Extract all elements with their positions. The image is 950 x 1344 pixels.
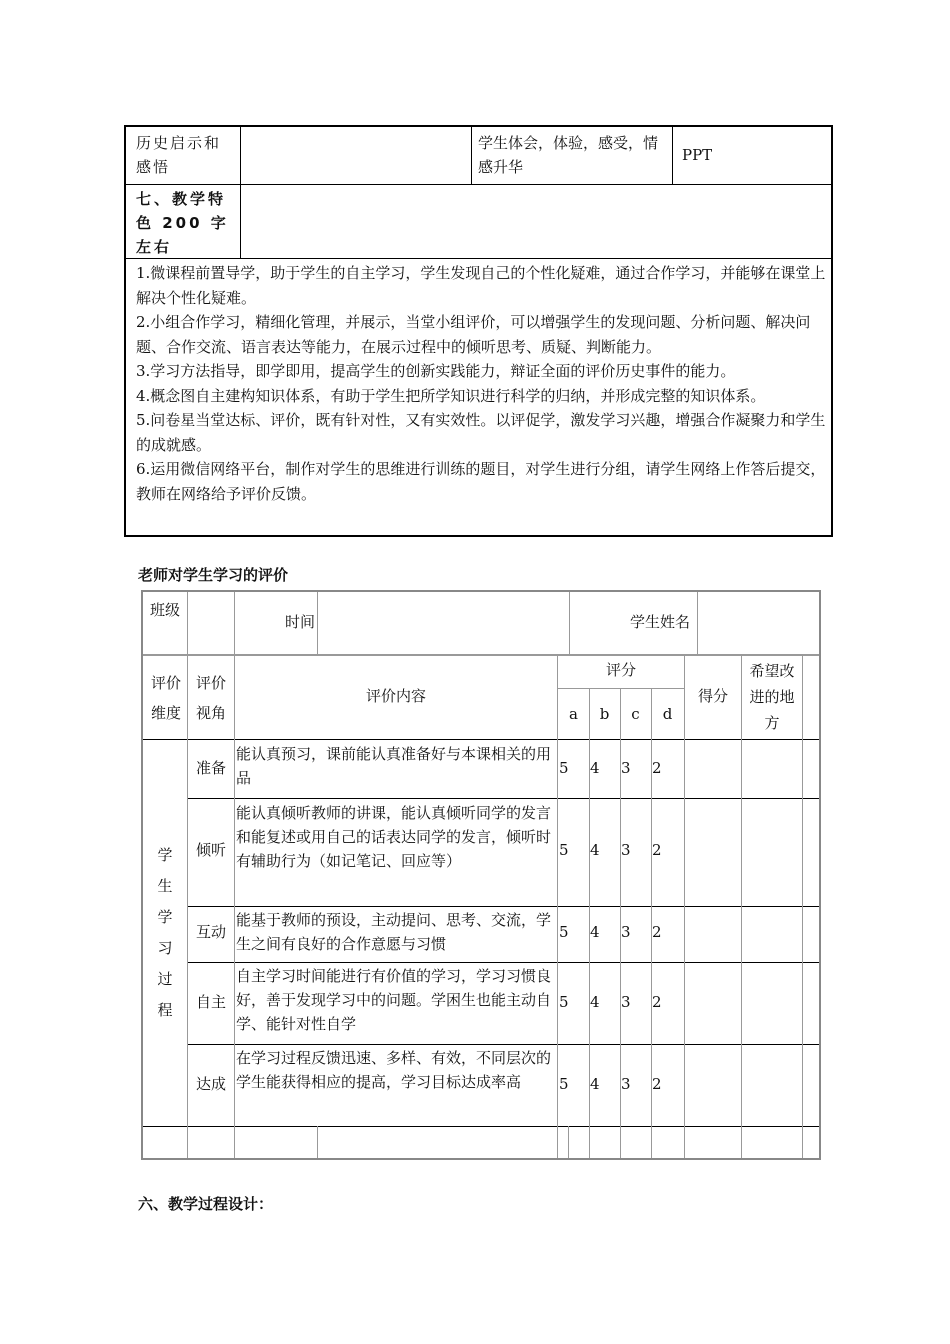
- student-experience-text: 学生体会，体验，感受，情感升华: [478, 134, 659, 176]
- teaching-process-title: 六、教学过程设计：: [138, 1195, 274, 1213]
- score-b: 4: [590, 1075, 600, 1093]
- dimension-value: 学生学习过程: [157, 846, 173, 1019]
- score-c: 3: [621, 759, 631, 777]
- score-col-c: c: [631, 705, 640, 723]
- features-list: [136, 261, 826, 506]
- score-c: 3: [621, 841, 631, 859]
- score-d: 2: [652, 1075, 662, 1093]
- score-d: 2: [652, 923, 662, 941]
- score-d: 2: [652, 993, 662, 1011]
- score-c: 3: [621, 1075, 631, 1093]
- evaluation-table: [141, 590, 821, 1160]
- score-header: 评分: [605, 661, 636, 679]
- col-divider: [802, 654, 803, 1158]
- feature-item: 5.问卷星当堂达标、评价，既有针对性，又有实效性。以评促学，激发学习兴趣，增强合作凝聚力和学生的成就感。: [136, 411, 826, 454]
- col-divider: [569, 592, 570, 656]
- score-col-a: a: [569, 705, 578, 723]
- feature-item: 1.微课程前置导学，助于学生的自主学习，学生发现自己的个性化疑难，通过合作学习，并能够在课堂上解决个性化疑难。: [136, 264, 826, 307]
- col-divider: [568, 1126, 569, 1158]
- time-label: 时间: [285, 613, 316, 631]
- row-divider: [187, 962, 819, 963]
- score-c: 3: [621, 923, 631, 941]
- score-a: 5: [559, 841, 569, 859]
- row-divider: [187, 906, 819, 907]
- col-divider: [234, 592, 235, 1158]
- history-insight-label: 历史启示和感悟: [136, 134, 222, 176]
- teaching-features-heading: 七、教学特色 200 字左右: [136, 190, 229, 256]
- col-divider: [471, 127, 472, 184]
- score-subheader-divider: [558, 688, 684, 689]
- score-c: 3: [621, 993, 631, 1011]
- class-label: 班级: [149, 601, 180, 619]
- dimension-header: 评价维度: [150, 674, 181, 722]
- row-divider: [143, 1126, 819, 1127]
- perspective-cell: 达成: [195, 1075, 226, 1093]
- ppt-label: PPT: [682, 146, 713, 164]
- feature-item: 4.概念图自主建构知识体系，有助于学生把所学知识进行科学的归纳，并形成完整的知识体系。: [136, 386, 766, 405]
- content-cell: 自主学习时间能进行有价值的学习，学习习惯良好，善于发现学习中的问题。学困生也能主动自学、能针对性自学: [236, 967, 552, 1033]
- col-divider: [672, 127, 673, 184]
- perspective-cell: 互动: [195, 923, 226, 941]
- score-a: 5: [559, 1075, 569, 1093]
- row-divider: [187, 1044, 819, 1045]
- col-divider: [741, 654, 742, 1158]
- perspective-header: 评价视角: [195, 674, 226, 722]
- feature-item: 2.小组合作学习，精细化管理，并展示，当堂小组评价，可以增强学生的发现问题、分析问题、解决问题、合作交流、语言表达等能力，在展示过程中的倾听思考、质疑、判断能力。: [136, 313, 811, 356]
- perspective-cell: 倾听: [195, 841, 226, 859]
- evaluation-title: 老师对学生学习的评价: [138, 566, 289, 584]
- feature-item: 3.学习方法指导，即学即用，提高学生的创新实践能力，辩证全面的评价历史事件的能力。: [136, 362, 736, 380]
- score-a: 5: [559, 759, 569, 777]
- row-divider: [143, 654, 819, 656]
- score-col-d: d: [662, 705, 673, 723]
- score-a: 5: [559, 923, 569, 941]
- score-b: 4: [590, 993, 600, 1011]
- score-col-b: b: [599, 705, 610, 723]
- score-a: 5: [559, 993, 569, 1011]
- score-b: 4: [590, 923, 600, 941]
- content-cell: 在学习过程反馈迅速、多样、有效，不同层次的学生能获得相应的提高，学习目标达成率高: [236, 1049, 552, 1091]
- teaching-features-table: [124, 125, 833, 537]
- score-b: 4: [590, 841, 600, 859]
- content-cell: 能基于教师的预设，主动提问、思考、交流，学生之间有良好的合作意愿与习惯: [236, 911, 552, 953]
- score-d: 2: [652, 841, 662, 859]
- col-divider: [317, 1126, 318, 1158]
- row-divider: [143, 739, 819, 740]
- row-divider: [187, 798, 819, 799]
- content-header: 评价内容: [365, 687, 426, 705]
- content-cell: 能认真倾听教师的讲课，能认真倾听同学的发言和能复述或用自己的话表达同学的发言，倾听时有辅助行为（如记笔记、回应等）: [236, 804, 552, 870]
- improve-header: 希望改进的地方: [749, 662, 795, 732]
- score-d: 2: [652, 759, 662, 777]
- row-divider: [126, 184, 831, 185]
- col-divider: [240, 127, 241, 258]
- perspective-cell: 准备: [195, 759, 226, 777]
- score-b: 4: [590, 759, 600, 777]
- result-header: 得分: [697, 687, 728, 705]
- col-divider: [557, 654, 558, 1158]
- col-divider: [684, 654, 685, 1158]
- feature-item: 6.运用微信网络平台，制作对学生的思维进行训练的题目，对学生进行分组，请学生网络上作答后提交，教师在网络给予评价反馈。: [136, 460, 826, 503]
- content-cell: 能认真预习，课前能认真准备好与本课相关的用品: [236, 745, 552, 787]
- perspective-cell: 自主: [195, 993, 226, 1011]
- student-name-label: 学生姓名: [630, 613, 691, 631]
